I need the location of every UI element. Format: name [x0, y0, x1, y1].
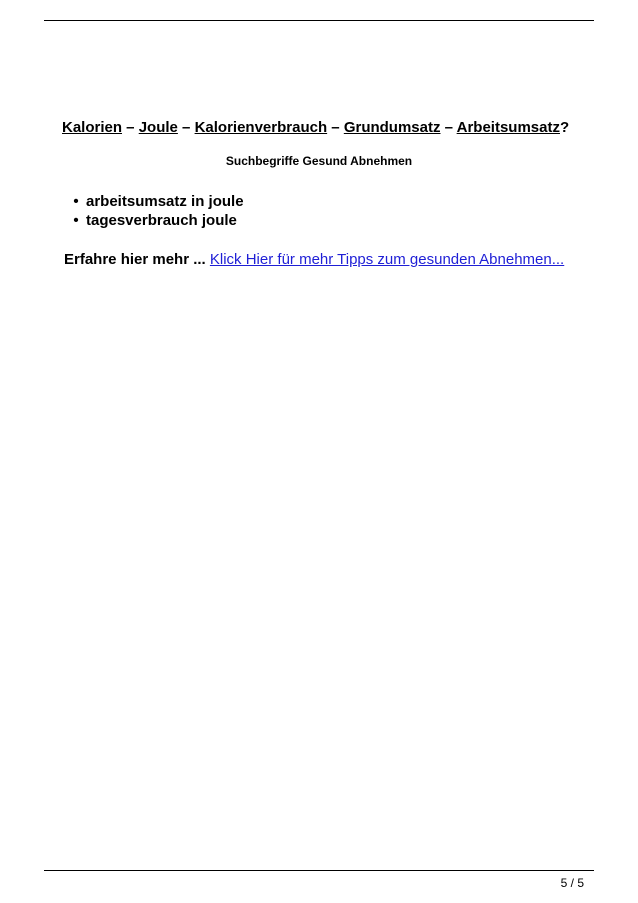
title-keyword-arbeitsumsatz[interactable]: Arbeitsumsatz: [456, 119, 560, 136]
search-term: tagesverbrauch joule: [86, 212, 237, 229]
bullet-icon: •: [73, 193, 79, 210]
more-info-lead: Erfahre hier mehr ...: [64, 251, 206, 268]
page-number: 5 / 5: [560, 876, 584, 890]
title-separator: –: [440, 119, 457, 136]
bullet-icon: •: [73, 212, 79, 229]
title-end: ?: [559, 119, 570, 136]
title-keyword-grundumsatz[interactable]: Grundumsatz: [343, 119, 441, 136]
title-keyword-kalorienverbrauch[interactable]: Kalorienverbrauch: [194, 119, 328, 136]
header-rule: [44, 20, 594, 21]
more-info-line: [64, 251, 564, 268]
title-separator: –: [327, 119, 344, 136]
search-terms-heading: Suchbegriffe Gesund Abnehmen: [225, 154, 413, 168]
title-keyword-joule[interactable]: Joule: [138, 119, 178, 136]
more-tips-link[interactable]: Klick Hier für mehr Tipps zum gesunden Abnehmen...: [209, 251, 565, 268]
search-term: arbeitsumsatz in joule: [86, 193, 244, 210]
page-title: [62, 119, 569, 136]
title-separator: –: [177, 119, 195, 136]
search-terms-list: [66, 192, 244, 230]
list-item: [66, 192, 244, 211]
list-item: [66, 211, 244, 230]
footer-rule: [44, 870, 594, 871]
title-keyword-kalorien[interactable]: Kalorien: [62, 119, 123, 136]
title-separator: –: [122, 119, 139, 136]
